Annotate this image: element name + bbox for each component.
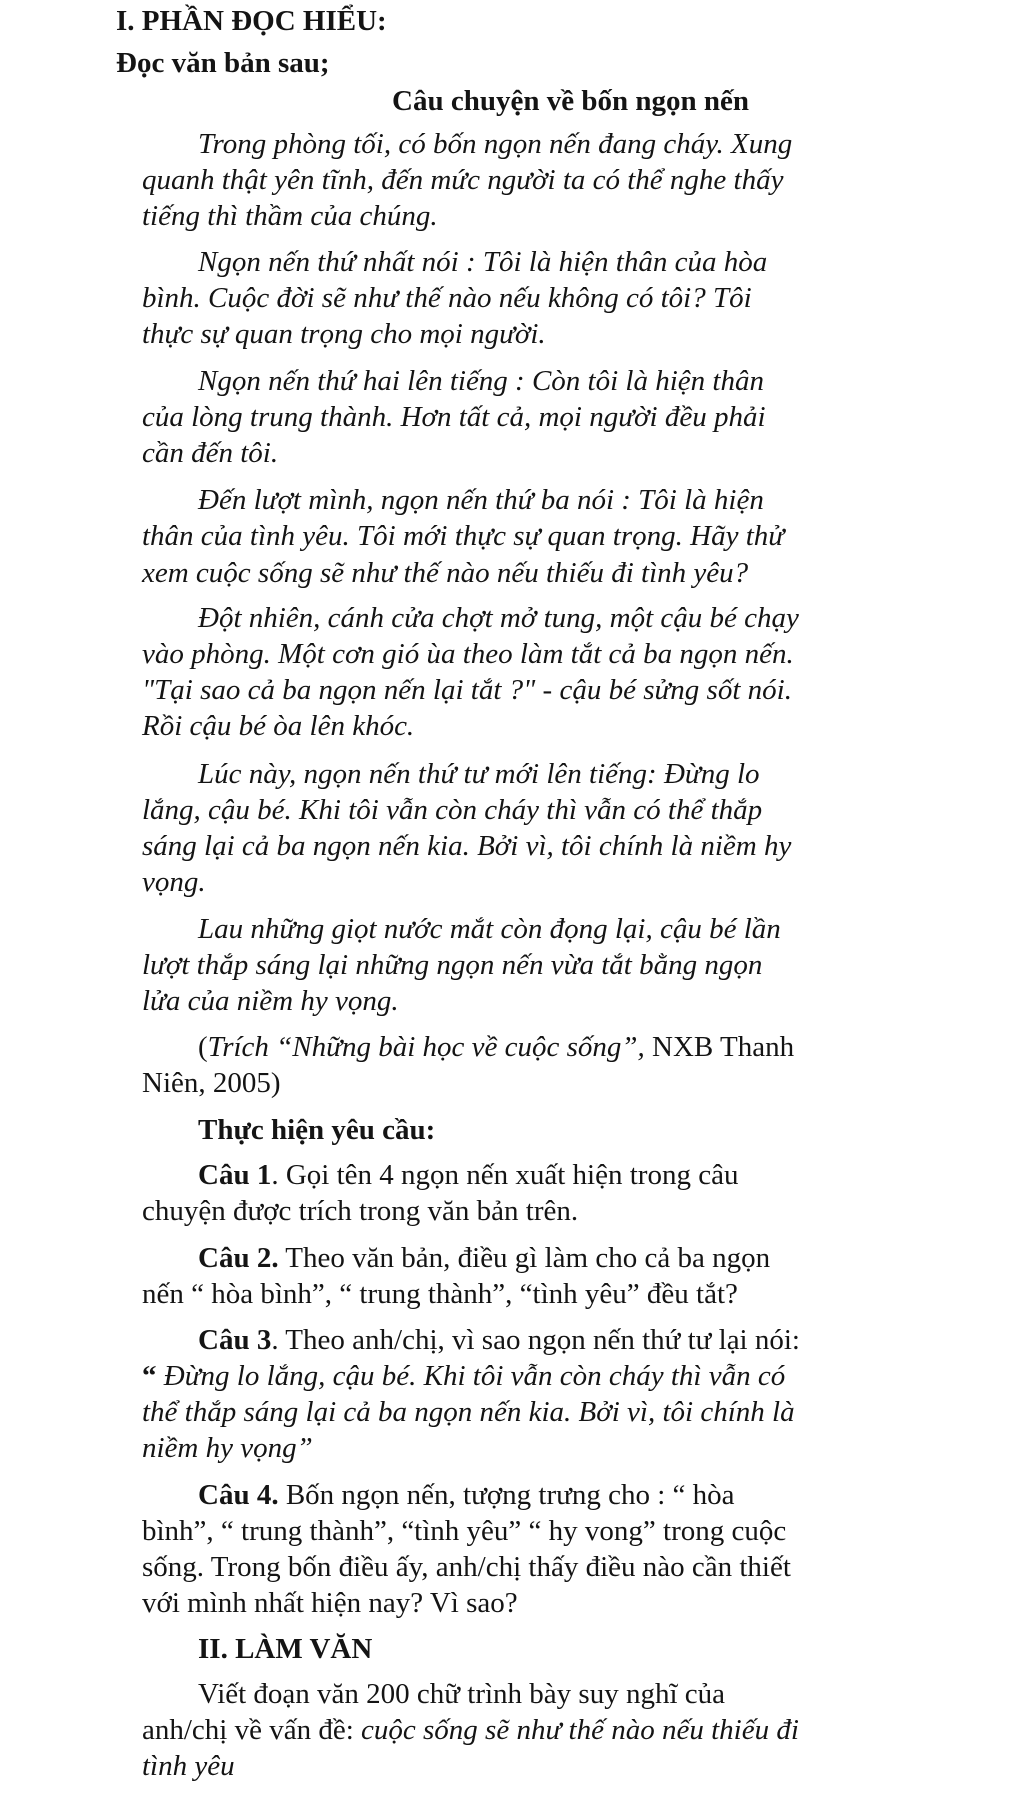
question-3 (198, 1323, 800, 1357)
story-line: tiếng thì thầm của chúng. (142, 200, 438, 232)
question-3-line2 (142, 1359, 785, 1393)
writing-prompt-lead: anh/chị về vấn đề: (142, 1714, 354, 1746)
story-line: "Tại sao cả ba ngọn nến lại tắt ?" - cậu bé sửng sốt nói. (142, 674, 792, 706)
story-line: lửa của niềm hy vọng. (142, 985, 399, 1017)
question-3-label: Câu 3 (198, 1324, 272, 1356)
story-line: Lau những giọt nước mắt còn đọng lại, cậu bé lần (198, 913, 781, 945)
story-line: xem cuộc sống sẽ như thế nào nếu thiếu đi tình yêu? (142, 557, 749, 589)
question-4-line3: sống. Trong bốn điều ấy, anh/chị thấy điều nào cần thiết (142, 1551, 791, 1583)
question-3-text: . Theo anh/chị, vì sao ngọn nến thứ tư lại nói: (271, 1324, 800, 1356)
story-line: cần đến tôi. (142, 437, 279, 469)
reading-instruction: Đọc văn bản sau; (116, 47, 330, 79)
question-4-line2: bình”, “ trung thành”, “tình yêu” “ hy vong” trong cuộc (142, 1515, 787, 1547)
story-line: bình. Cuộc đời sẽ như thế nào nếu không có tôi? Tôi (142, 282, 752, 314)
source-publisher: NXB Thanh (644, 1031, 795, 1063)
story-line: Trong phòng tối, có bốn ngọn nến đang cháy. Xung (198, 128, 793, 160)
section-heading-writing: II. LÀM VĂN (198, 1633, 373, 1665)
writing-prompt-topic: cuộc sống sẽ như thế nào nếu thiếu đi (353, 1714, 799, 1746)
story-title: Câu chuyện về bốn ngọn nến (392, 85, 749, 117)
question-1-line2: chuyện được trích trong văn bản trên. (142, 1195, 579, 1227)
tasks-heading: Thực hiện yêu cầu: (198, 1114, 436, 1146)
question-2-line2: nến “ hòa bình”, “ trung thành”, “tình yêu” đều tắt? (142, 1278, 738, 1310)
question-3-quote: Đừng lo lắng, cậu bé. Khi tôi vẫn còn cháy thì vẫn có (156, 1360, 786, 1392)
question-1 (198, 1158, 738, 1192)
question-4 (198, 1478, 735, 1512)
source-title: Trích “Những bài học về cuộc sống”, (207, 1031, 645, 1063)
source-citation (198, 1030, 794, 1064)
question-2-text: Theo văn bản, điều gì làm cho cả ba ngọn (278, 1242, 771, 1274)
question-1-text: . Gọi tên 4 ngọn nến xuất hiện trong câu (271, 1159, 739, 1191)
story-line: Lúc này, ngọn nến thứ tư mới lên tiếng: Đừng lo (198, 758, 760, 790)
section-heading-reading: I. PHẦN ĐỌC HIỂU: (116, 5, 387, 37)
quote-mark: “ (142, 1360, 157, 1392)
question-2-label: Câu 2. (198, 1242, 279, 1274)
story-line: vọng. (142, 866, 206, 898)
story-line: thực sự quan trọng cho mọi người. (142, 318, 546, 350)
story-line: sáng lại cả ba ngọn nến kia. Bởi vì, tôi chính là niềm hy (142, 830, 792, 862)
writing-prompt-line1: Viết đoạn văn 200 chữ trình bày suy nghĩ của (198, 1678, 725, 1710)
question-4-text: Bốn ngọn nến, tượng trưng cho : “ hòa (278, 1479, 735, 1511)
story-line: vào phòng. Một cơn gió ùa theo làm tắt cả ba ngọn nến. (142, 638, 794, 670)
story-line: lắng, cậu bé. Khi tôi vẫn còn cháy thì vẫn có thể thắp (142, 794, 763, 826)
question-3-line3: thể thắp sáng lại cả ba ngọn nến kia. Bởi vì, tôi chính là (142, 1396, 795, 1428)
story-line: Đột nhiên, cánh cửa chợt mở tung, một cậu bé chạy (198, 602, 799, 634)
story-line: quanh thật yên tĩnh, đến mức người ta có thể nghe thấy (142, 164, 784, 196)
story-line: Ngọn nến thứ hai lên tiếng : Còn tôi là hiện thân (198, 365, 764, 397)
question-1-label: Câu 1 (198, 1159, 272, 1191)
story-line: thân của tình yêu. Tôi mới thực sự quan trọng. Hãy thử (142, 520, 785, 552)
question-4-label: Câu 4. (198, 1479, 279, 1511)
question-2 (198, 1241, 770, 1275)
story-line: của lòng trung thành. Hơn tất cả, mọi người đều phải (142, 401, 766, 433)
story-line: Ngọn nến thứ nhất nói : Tôi là hiện thân của hòa (198, 246, 768, 278)
source-paren: ( (198, 1031, 208, 1063)
story-line: lượt thắp sáng lại những ngọn nến vừa tắt bằng ngọn (142, 949, 763, 981)
question-3-line4: niềm hy vọng” (142, 1432, 313, 1464)
writing-prompt-line2 (142, 1713, 799, 1747)
question-4-line4: với mình nhất hiện nay? Vì sao? (142, 1587, 518, 1619)
story-line: Đến lượt mình, ngọn nến thứ ba nói : Tôi là hiện (198, 484, 764, 516)
writing-prompt-line3: tình yêu (142, 1750, 235, 1782)
story-line: Rồi cậu bé òa lên khóc. (142, 710, 415, 742)
source-citation-line2: Niên, 2005) (142, 1067, 281, 1099)
